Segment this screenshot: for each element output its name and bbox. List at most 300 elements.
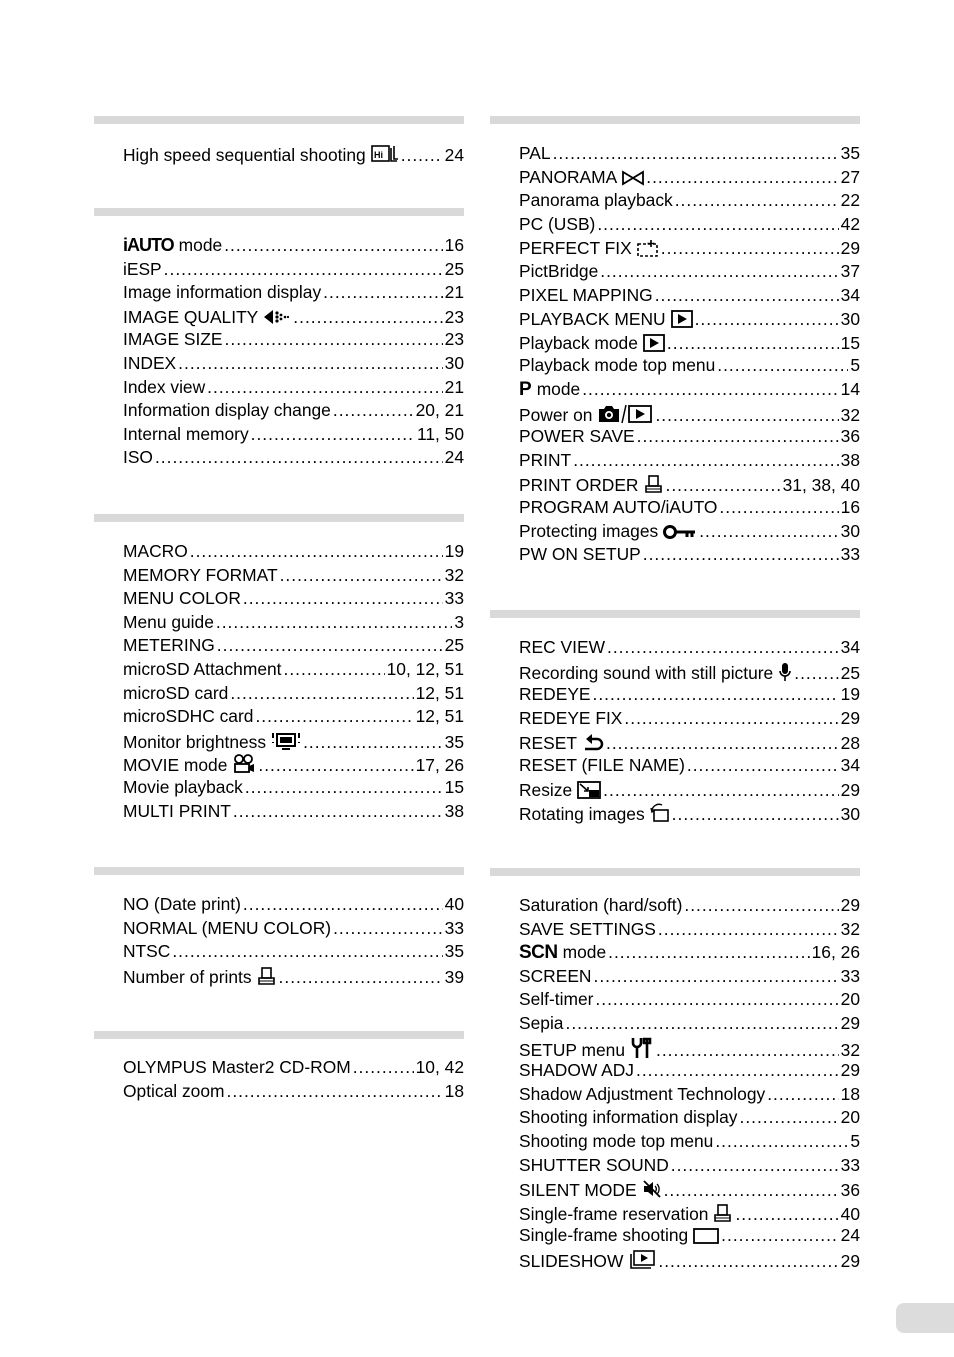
movie-camera-icon	[232, 754, 256, 774]
page-reference: 25	[840, 662, 860, 683]
dot-leader	[233, 799, 443, 823]
page-reference: 29	[840, 1251, 860, 1271]
section-divider-bar	[94, 514, 464, 522]
page-reference: 29	[840, 707, 860, 728]
entry-label: Self-timer	[519, 989, 594, 1010]
index-entry-recording-sound-with-still-picture	[519, 659, 860, 683]
index-entry-slideshow	[519, 1247, 860, 1271]
index-entry-shooting-mode-top-menu	[519, 1129, 860, 1153]
index-entry-playback-menu	[519, 306, 860, 330]
index-entry-index-view	[123, 375, 464, 399]
entry-label: SHUTTER SOUND	[519, 1154, 669, 1175]
index-entry-scn-mode	[519, 940, 860, 964]
page-reference: 15	[444, 777, 464, 797]
page-reference: 10, 42	[415, 1057, 464, 1077]
index-entry-program-auto-iauto	[519, 495, 860, 519]
dot-leader	[323, 280, 442, 304]
entry-label: Playback mode	[519, 332, 638, 353]
index-entry-redeye-fix	[519, 706, 860, 730]
microphone-icon	[778, 662, 792, 682]
entry-label: PROGRAM AUTO/iAUTO	[519, 497, 718, 517]
entry-label: Single-frame shooting	[519, 1225, 689, 1246]
entry-label: PIXEL MAPPING	[519, 284, 653, 305]
single-frame-icon	[693, 1226, 719, 1246]
entry-label: Shooting mode top menu	[519, 1131, 714, 1151]
entry-label: Recording sound with still picture	[519, 662, 774, 683]
print-order-icon	[644, 474, 664, 494]
entry-label: Playback mode top menu	[519, 355, 716, 376]
entry-label: Rotating images	[519, 804, 645, 825]
scn-mode-symbol: SCN	[519, 942, 558, 964]
dot-leader	[646, 165, 838, 189]
playback-icon	[643, 333, 665, 353]
page-reference: 28	[840, 733, 860, 754]
dot-leader	[190, 539, 443, 563]
setup-tools-icon	[630, 1038, 654, 1058]
page-reference: 22	[840, 190, 860, 211]
page-reference: 34	[840, 284, 860, 305]
index-entry-pixel-mapping	[519, 283, 860, 307]
index-entry-image-quality	[123, 304, 464, 328]
index-entry-power-on	[519, 401, 860, 425]
page-reference: 10, 12, 51	[386, 659, 464, 679]
page-reference: 20	[840, 989, 860, 1010]
index-entry-playback-mode	[519, 330, 860, 354]
index-entry-saturation-hard-soft	[519, 893, 860, 917]
page-reference: 30	[840, 309, 860, 330]
page-reference: 32	[840, 1039, 860, 1060]
dot-leader	[226, 1079, 442, 1103]
page-reference: 15	[840, 332, 860, 353]
entry-label: REC VIEW	[519, 637, 605, 657]
index-entry-image-size	[123, 327, 464, 351]
dot-leader	[593, 682, 839, 706]
dot-leader	[637, 424, 839, 448]
page-reference: 25	[444, 258, 464, 279]
entry-label: PAL	[519, 143, 551, 163]
entry-label: MULTI PRINT	[123, 800, 231, 821]
entry-label: MENU COLOR	[123, 588, 241, 609]
index-entry-setup-menu	[519, 1035, 860, 1059]
index-entry-redeye	[519, 682, 860, 706]
page-reference: 30	[444, 353, 464, 373]
page-reference: 24	[444, 447, 464, 468]
entry-label: SAVE SETTINGS	[519, 918, 656, 939]
dot-leader	[666, 473, 781, 497]
entry-label: Monitor brightness	[123, 731, 267, 752]
index-entry-playback-mode-top-menu	[519, 353, 860, 377]
dot-leader	[333, 916, 443, 940]
dot-leader	[243, 586, 443, 610]
page-reference: 3	[454, 611, 464, 632]
dot-leader	[717, 353, 848, 377]
silent-mode-icon	[642, 1179, 662, 1199]
dot-leader	[230, 681, 413, 705]
dot-leader	[600, 259, 838, 283]
index-entry-reset	[519, 729, 860, 753]
index-entry-shutter-sound	[519, 1153, 860, 1177]
index-entry-microsdhc-card	[123, 704, 464, 728]
page-reference: 35	[444, 731, 464, 752]
index-entry-memory-format	[123, 563, 464, 587]
entry-label: INDEX	[123, 353, 177, 373]
page-reference: 33	[840, 965, 860, 986]
index-entry-rotating-images	[519, 800, 860, 824]
page-reference: 35	[444, 941, 464, 962]
page-reference: 32	[840, 404, 860, 425]
page-reference: 25	[444, 635, 464, 656]
dot-leader	[225, 327, 443, 351]
dot-leader	[675, 188, 839, 212]
entry-label: NO (Date print)	[123, 894, 241, 914]
dot-leader	[636, 1058, 839, 1082]
dot-leader	[178, 351, 443, 375]
entry-label: Panorama playback	[519, 190, 673, 211]
dot-leader	[172, 939, 442, 963]
dot-leader	[593, 964, 838, 988]
dot-leader	[293, 305, 442, 329]
dot-leader	[333, 398, 414, 422]
dot-leader	[279, 965, 443, 989]
index-entry-p-mode	[519, 377, 860, 401]
dot-leader	[643, 542, 839, 566]
page-reference: 32	[840, 918, 860, 939]
entry-label: PRINT	[519, 449, 572, 470]
index-entry-optical-zoom	[123, 1079, 464, 1103]
dot-leader	[573, 448, 838, 472]
dot-leader	[655, 403, 838, 427]
entry-label: Shooting information display	[519, 1107, 738, 1128]
index-entry-power-save	[519, 424, 860, 448]
entry-label: Power on	[519, 404, 593, 425]
entry-label: IMAGE SIZE	[123, 329, 223, 350]
index-entry-perfect-fix	[519, 235, 860, 259]
dot-leader	[155, 445, 443, 469]
dot-leader	[719, 495, 838, 519]
entry-label: iESP	[123, 258, 162, 279]
index-entry-monitor-brightness	[123, 728, 464, 752]
dot-leader	[216, 610, 452, 634]
page-reference: 27	[840, 166, 860, 187]
index-entry-shadow-adjustment-technology	[519, 1082, 860, 1106]
page-reference: 36	[840, 1180, 860, 1201]
entry-label: mode	[562, 942, 607, 963]
dot-leader	[655, 283, 839, 307]
index-entry-resize	[519, 777, 860, 801]
page-reference: 21	[444, 282, 464, 303]
dot-leader	[658, 917, 839, 941]
entry-label: Saturation (hard/soft)	[519, 895, 683, 915]
key-icon	[663, 522, 697, 542]
entry-label: SILENT MODE	[519, 1180, 637, 1201]
dot-leader	[664, 1178, 839, 1202]
p-mode-symbol: P	[519, 379, 532, 400]
index-entry-ntsc	[123, 939, 464, 963]
entry-label: Index view	[123, 376, 206, 397]
index-entry-pc-usb	[519, 212, 860, 236]
dot-leader	[607, 635, 839, 659]
section-divider-bar	[94, 867, 464, 875]
dot-leader	[217, 633, 443, 657]
index-entry-iesp	[123, 257, 464, 281]
index-entry-silent-mode	[519, 1176, 860, 1200]
page-reference: 42	[840, 213, 860, 234]
index-entry-rec-view	[519, 635, 860, 659]
dot-leader	[280, 563, 443, 587]
entry-label: MEMORY FORMAT	[123, 564, 278, 585]
page-reference: 37	[840, 261, 860, 281]
dot-leader	[597, 212, 838, 236]
dot-leader	[565, 1011, 838, 1035]
page-reference: 14	[840, 379, 860, 399]
page-reference: 17, 26	[415, 755, 464, 776]
panorama-icon	[622, 168, 644, 188]
index-entry-normal-menu-color	[123, 916, 464, 940]
dot-leader	[661, 236, 839, 260]
entry-label: SETUP menu	[519, 1039, 625, 1060]
page-reference: 19	[840, 684, 860, 705]
high-speed-sequential-icon	[371, 144, 399, 164]
entry-label: microSD card	[123, 682, 229, 703]
dot-leader	[251, 422, 415, 446]
page-reference: 30	[840, 804, 860, 825]
entry-label: Single-frame reservation	[519, 1203, 709, 1224]
page-reference: 40	[840, 1203, 860, 1224]
page-reference: 38	[444, 800, 464, 821]
dot-leader	[658, 1249, 838, 1273]
entry-label: microSD Attachment	[123, 659, 282, 679]
section-divider-bar	[490, 868, 860, 876]
entry-label: mode	[536, 379, 581, 399]
entry-label: REDEYE	[519, 684, 591, 705]
page-reference: 5	[850, 1131, 860, 1151]
entry-label: Shadow Adjustment Technology	[519, 1083, 766, 1104]
entry-label: PRINT ORDER	[519, 475, 639, 496]
page-reference: 29	[840, 779, 860, 800]
print-order-icon	[257, 966, 277, 986]
index-entry-high-speed-sequential-shooting	[123, 141, 464, 165]
entry-label: RESET	[519, 733, 577, 754]
dot-leader	[699, 519, 838, 543]
index-entry-index	[123, 351, 464, 375]
index-entry-information-display-change	[123, 398, 464, 422]
entry-label: PW ON SETUP	[519, 544, 641, 565]
index-entry-pw-on-setup	[519, 542, 860, 566]
dot-leader	[687, 753, 839, 777]
page-reference: 5	[850, 355, 860, 376]
dot-leader	[401, 143, 443, 167]
page-reference: 33	[840, 544, 860, 565]
index-entry-self-timer	[519, 987, 860, 1011]
dot-leader	[303, 730, 443, 754]
index-entry-panorama	[519, 165, 860, 189]
index-entry-sepia	[519, 1011, 860, 1035]
image-quality-icon	[263, 307, 291, 327]
index-entry-print-order	[519, 471, 860, 495]
dot-leader	[684, 893, 838, 917]
entry-label: PERFECT FIX	[519, 238, 632, 259]
index-entry-movie-playback	[123, 775, 464, 799]
page-reference: 35	[840, 143, 860, 163]
entry-label: Image information display	[123, 282, 322, 303]
index-entry-no-date-print	[123, 892, 464, 916]
page-reference: 34	[840, 755, 860, 775]
dot-leader	[255, 704, 413, 728]
page-reference: 31, 38, 40	[782, 475, 860, 496]
dot-leader	[739, 1105, 838, 1129]
dot-leader	[258, 753, 413, 777]
entry-label: Resize	[519, 779, 573, 800]
entry-label: OLYMPUS Master2 CD-ROM	[123, 1057, 351, 1077]
index-entry-number-of-prints	[123, 963, 464, 987]
section-divider-bar	[94, 116, 464, 124]
entry-label: PLAYBACK MENU	[519, 309, 666, 330]
dot-leader	[671, 1153, 839, 1177]
page-reference: 33	[444, 588, 464, 609]
dot-leader	[164, 257, 443, 281]
page-reference: 29	[840, 1060, 860, 1081]
index-entry-reset-file-name	[519, 753, 860, 777]
index-entry-pictbridge	[519, 259, 860, 283]
svg-text:Hi: Hi	[373, 150, 383, 160]
index-entry-microsd-card	[123, 681, 464, 705]
entry-label: ISO	[123, 447, 153, 468]
page-reference: 38	[840, 449, 860, 470]
page-reference: 20, 21	[415, 400, 464, 421]
index-entry-save-settings	[519, 917, 860, 941]
entry-label: Protecting images	[519, 520, 659, 541]
rotate-icon	[650, 803, 670, 823]
camera-playback-icon	[597, 404, 653, 424]
entry-label: SCREEN	[519, 965, 592, 986]
entry-label: Internal memory	[123, 423, 249, 444]
entry-label: High speed sequential shooting	[123, 145, 366, 165]
page-reference: 23	[444, 306, 464, 327]
entry-label: NORMAL (MENU COLOR)	[123, 917, 332, 938]
index-entry-menu-guide	[123, 610, 464, 634]
page-reference: 29	[840, 238, 860, 259]
section-divider-bar	[490, 116, 860, 124]
page-reference: 24	[840, 1225, 860, 1246]
page-reference: 18	[840, 1083, 860, 1104]
dot-leader	[695, 307, 839, 331]
entry-label: Sepia	[519, 1013, 564, 1033]
page-reference: 32	[444, 564, 464, 585]
dot-leader	[353, 1055, 414, 1079]
dot-leader	[284, 657, 385, 681]
entry-label: Information display change	[123, 400, 331, 421]
index-entry-internal-memory	[123, 422, 464, 446]
entry-label: POWER SAVE	[519, 426, 635, 447]
dot-leader	[767, 1082, 838, 1106]
page-reference: 39	[444, 966, 464, 987]
page-reference: 29	[840, 1013, 860, 1033]
dot-leader	[624, 706, 838, 730]
index-entry-macro	[123, 539, 464, 563]
monitor-brightness-icon	[271, 731, 301, 751]
page-tab	[896, 1303, 954, 1333]
section-divider-bar	[94, 208, 464, 216]
dot-leader	[245, 775, 443, 799]
index-entry-microsd-attachment	[123, 657, 464, 681]
page-reference: 40	[444, 894, 464, 914]
entry-label: MOVIE mode	[123, 755, 228, 776]
entry-label: SLIDESHOW	[519, 1251, 624, 1271]
dot-leader	[721, 1223, 838, 1247]
index-entry-iso	[123, 445, 464, 469]
page-reference: 33	[840, 1154, 860, 1175]
entry-label: RESET (FILE NAME)	[519, 755, 685, 775]
dot-leader	[582, 377, 838, 401]
dot-leader	[667, 331, 839, 355]
slideshow-icon	[628, 1250, 656, 1270]
index-entry-pal	[519, 141, 860, 165]
index-entry-single-frame-reservation	[519, 1200, 860, 1224]
entry-label: Optical zoom	[123, 1080, 225, 1101]
page-reference: 34	[840, 637, 860, 657]
entry-label: IMAGE QUALITY	[123, 306, 259, 327]
dot-leader	[672, 802, 839, 826]
page-reference: 12, 51	[415, 706, 464, 727]
page-reference: 19	[444, 541, 464, 561]
index-entry-shadow-adj	[519, 1058, 860, 1082]
index-entry-protecting-images	[519, 519, 860, 543]
entry-label: microSDHC card	[123, 706, 254, 727]
dot-leader	[715, 1129, 848, 1153]
page-reference: 11, 50	[416, 423, 464, 444]
reset-arrow-icon	[582, 732, 604, 752]
page-reference: 16	[444, 235, 464, 255]
page-reference: 16	[840, 497, 860, 517]
page-reference: 30	[840, 520, 860, 541]
section-divider-bar	[490, 610, 860, 618]
playback-icon	[671, 309, 693, 329]
dot-leader	[595, 987, 838, 1011]
page-reference: 16, 26	[811, 942, 860, 963]
entry-label: SHADOW ADJ	[519, 1060, 634, 1081]
iauto-mode-symbol: iAUTO	[123, 235, 174, 255]
page-reference: 33	[444, 917, 464, 938]
index-entry-multi-print	[123, 799, 464, 823]
index-entry-menu-color	[123, 586, 464, 610]
dot-leader	[735, 1202, 838, 1226]
dot-leader	[243, 892, 443, 916]
page-reference: 20	[840, 1107, 860, 1128]
page-reference: 24	[444, 145, 464, 165]
entry-label: Number of prints	[123, 966, 252, 987]
index-entry-image-information-display	[123, 280, 464, 304]
index-entry-shooting-information-display	[519, 1105, 860, 1129]
entry-label: Movie playback	[123, 777, 243, 797]
dot-leader	[224, 233, 442, 257]
entry-label: NTSC	[123, 941, 171, 962]
index-entry-single-frame-shooting	[519, 1223, 860, 1247]
dot-leader	[553, 141, 839, 165]
entry-label: PANORAMA	[519, 166, 618, 187]
resize-icon	[577, 780, 601, 800]
page-reference: 23	[444, 329, 464, 350]
page-reference: 18	[444, 1080, 464, 1101]
page-reference: 36	[840, 426, 860, 447]
entry-label: METERING	[123, 635, 215, 656]
print-order-icon	[713, 1203, 733, 1223]
index-entry-iauto-mode	[123, 233, 464, 257]
index-entry-screen	[519, 964, 860, 988]
dot-leader	[606, 731, 839, 755]
entry-label: MACRO	[123, 541, 188, 561]
entry-label: mode	[178, 235, 223, 255]
dot-leader	[603, 778, 838, 802]
